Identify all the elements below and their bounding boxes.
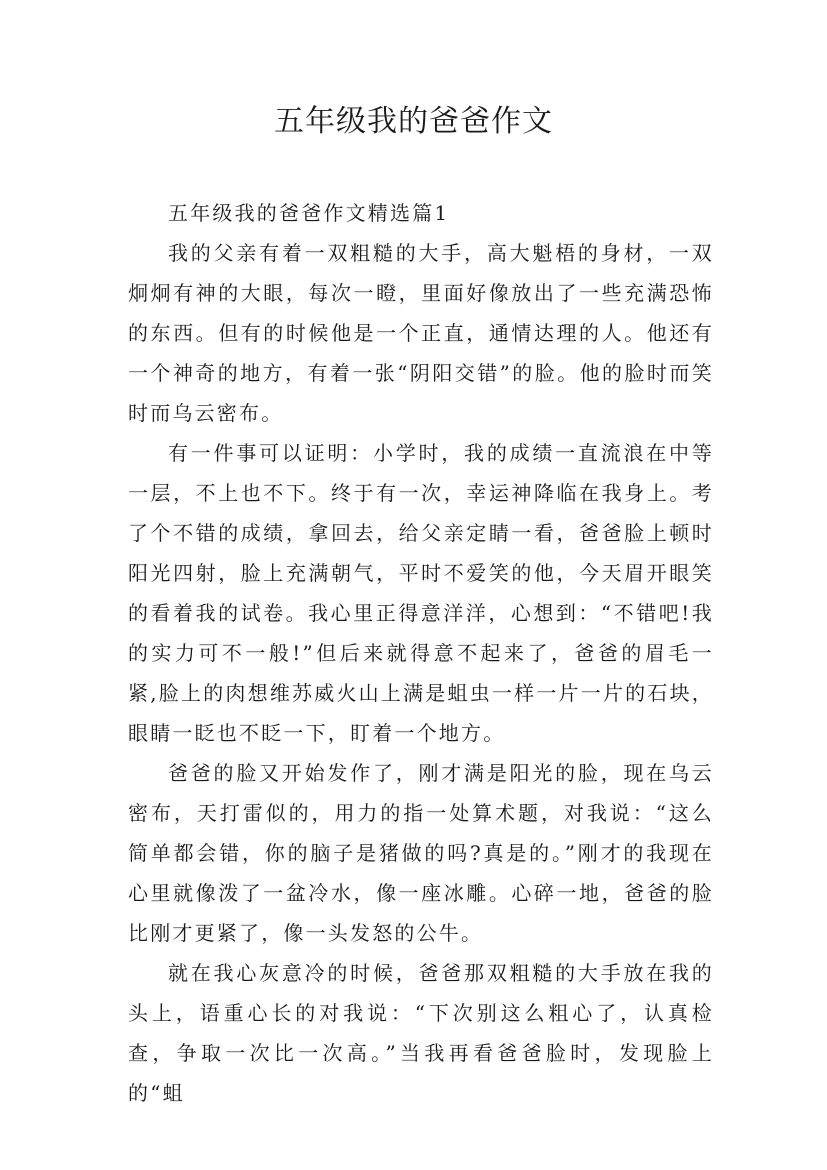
paragraph: 就在我心灰意冷的时候，爸爸那双粗糙的大手放在我的头上，语重心长的对我说：“下次别这么粗心了，认真检查，争取一次比一次高。”当我再看爸爸脸时，发现脸上的“蛆 — [128, 961, 714, 1105]
section-heading: 五年级我的爸爸作文精选篇1 — [168, 201, 450, 225]
document-body — [128, 193, 714, 1113]
paragraph: 有一件事可以证明：小学时，我的成绩一直流浪在中等一层，不上也不下。终于有一次，幸运神降临在我身上。考了个不错的成绩，拿回去，给父亲定睛一看，爸爸脸上顿时阳光四射，脸上充满朝气，平时不爱笑的他，今天眉开眼笑的看着我的试卷。我心里正得意洋洋，心想到：“不错吧!我的实力可不一般!”但后来就得意不起来了，爸爸的眉毛一紧,脸上的肉想维苏威火山上满是蛆虫一样一片一片的石块，眼睛一眨也不眨一下，盯着一个地方。 — [128, 441, 714, 745]
paragraph: 我的父亲有着一双粗糙的大手，高大魁梧的身材，一双炯炯有神的大眼，每次一瞪，里面好像放出了一些充满恐怖的东西。但有的时候他是一个正直，通情达理的人。他还有一个神奇的地方，有着一张“阴阳交错”的脸。他的脸时而笑时而乌云密布。 — [128, 241, 714, 425]
paragraph: 爸爸的脸又开始发作了，刚才满是阳光的脸，现在乌云密布，天打雷似的，用力的指一处算术题，对我说：“这么简单都会错，你的脑子是猪做的吗?真是的。”刚才的我现在心里就像泼了一盆冷水，像一座冰雕。心碎一地，爸爸的脸比刚才更紧了，像一头发怒的公牛。 — [128, 761, 714, 945]
document-title: 五年级我的爸爸作文 — [274, 104, 553, 139]
